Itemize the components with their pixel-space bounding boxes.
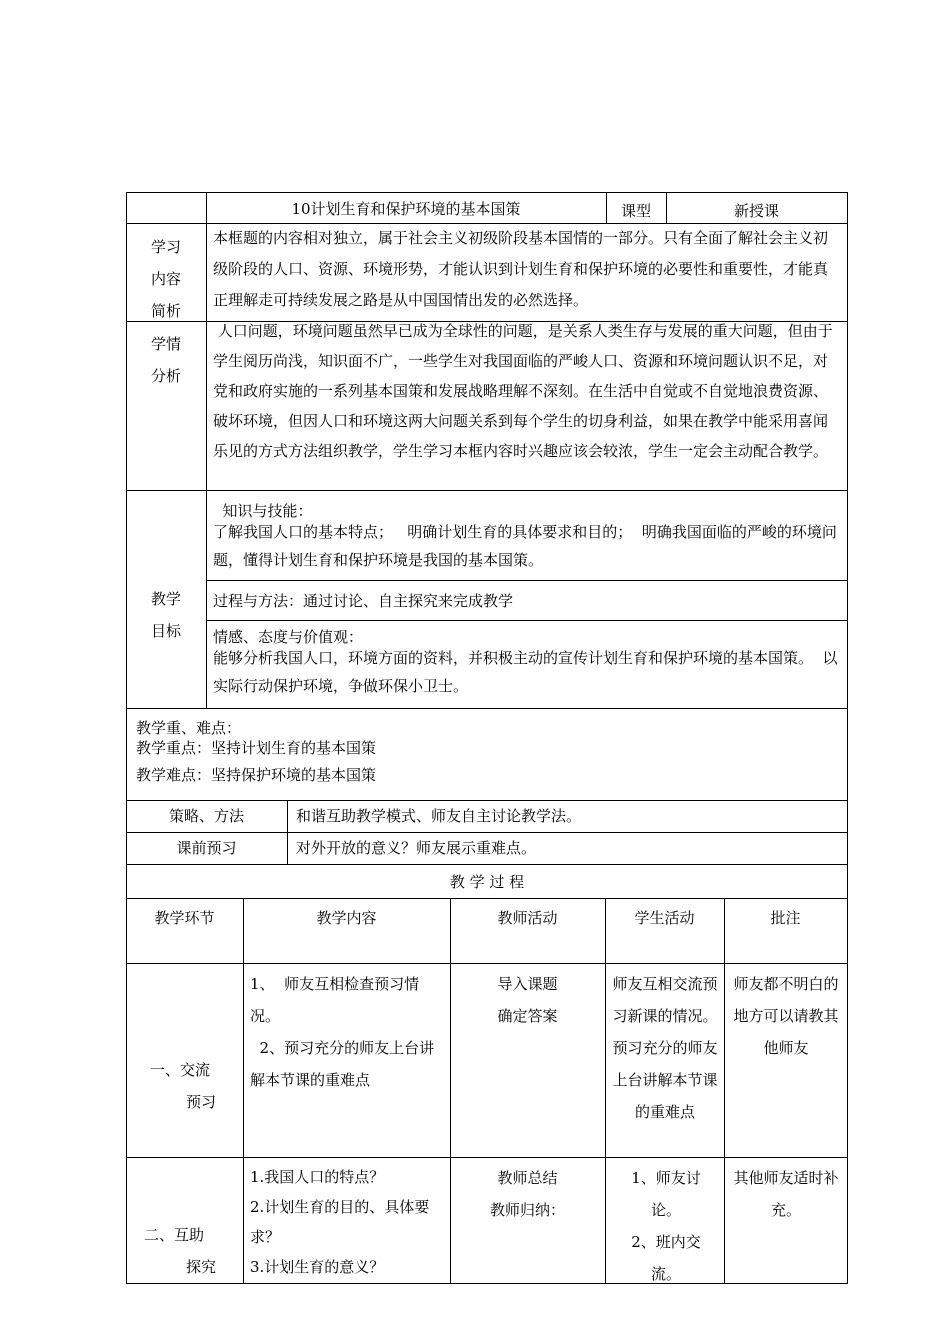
student-item: 1、师友讨论。 bbox=[631, 1169, 701, 1219]
label-line: 教学 bbox=[150, 590, 181, 608]
teacher-item: 导入课题 bbox=[497, 975, 558, 993]
label-line: 简析 bbox=[150, 302, 181, 320]
header-teacher: 教师活动 bbox=[497, 909, 558, 927]
content-analysis-label bbox=[126, 231, 206, 327]
border bbox=[847, 192, 848, 1284]
border bbox=[126, 708, 848, 709]
border bbox=[126, 1283, 848, 1284]
knowledge-title: 知识与技能： bbox=[213, 502, 313, 520]
stage-line: 一、交流 bbox=[150, 1061, 211, 1079]
border bbox=[126, 192, 848, 193]
key-points-heading: 教学重、难点： bbox=[136, 719, 242, 737]
stage-line: 预习 bbox=[186, 1093, 217, 1111]
border bbox=[287, 800, 288, 865]
teacher-item: 教师归纳： bbox=[489, 1201, 565, 1219]
border bbox=[126, 864, 848, 865]
goals-label bbox=[126, 583, 206, 647]
lesson-type-value: 新授课 bbox=[733, 202, 779, 220]
student-cell bbox=[611, 968, 719, 1128]
process-method: 过程与方法：通过讨论、自主探究来完成教学 bbox=[213, 592, 514, 610]
note-cell: 其他师友适时补充。 bbox=[733, 1169, 839, 1219]
border bbox=[126, 1157, 848, 1158]
key-point: 教学重点：坚持计划生育的基本国策 bbox=[136, 739, 377, 757]
emotion-text: 能够分析我国人口，环境方面的资料，并积极主动的宣传计划生育和保护环境的基本国策。 以实际行动保护环境，争做环保小卫士。 bbox=[213, 649, 838, 695]
preview-label: 课前预习 bbox=[176, 839, 237, 857]
student-item: 师友互相交流预习新课的情况。 bbox=[612, 975, 718, 1025]
lesson-title: 10计划生育和保护环境的基本国策 bbox=[291, 200, 521, 218]
border bbox=[206, 192, 207, 709]
content-analysis-text: 本框题的内容相对独立，属于社会主义初级阶段基本国情的一部分。只有全面了解社会主义初级阶段的人口、资源、环境形势，才能认识到计划生育和保护环境的必要性和重要性，才能真正理解走可持续发展之路是从中国国情出发的必然选择。 bbox=[213, 229, 829, 309]
label-line: 分析 bbox=[150, 367, 181, 385]
stage-line: 二、互助 bbox=[144, 1226, 205, 1244]
header-stage: 教学环节 bbox=[154, 909, 215, 927]
content-cell bbox=[250, 1162, 445, 1282]
border bbox=[605, 898, 606, 1284]
difficult-point: 教学难点：坚持保护环境的基本国策 bbox=[136, 766, 377, 784]
knowledge-text: 了解我国人口的基本特点； 明确计划生育的具体要求和目的； 明确我国面临的严峻的环境问题，懂得计划生育和保护环境是我国的基本国策。 bbox=[213, 523, 837, 569]
student-cell bbox=[622, 1162, 710, 1290]
student-analysis-text: 人口问题，环境问题虽然早已成为全球性的问题，是关系人类生存与发展的重大问题，但由于学生阅历尚浅，知识面不广，一些学生对我国面临的严峻人口、资源和环境问题认识不足，对党和政府实施的一系列基本国策和发展战略理解不深刻。在生活中自觉或不自觉地浪费资源、破坏环境，但因人口和环境这两大问题关系到每个学生的切身利益，如果在教学中能采用喜闻乐见的方式方法组织教学，学生学习本框内容时兴趣应该会较浓，学生一定会主动配合教学。 bbox=[213, 322, 833, 460]
border bbox=[724, 898, 725, 1284]
process-title: 教 学 过 程 bbox=[449, 873, 525, 891]
preview-value: 对外开放的意义？师友展示重难点。 bbox=[296, 839, 537, 857]
teacher-item: 确定答案 bbox=[497, 1007, 558, 1025]
student-analysis-label bbox=[126, 328, 206, 392]
stage-line: 探究 bbox=[186, 1258, 217, 1276]
content-item: 1.我国人口的特点？ bbox=[250, 1168, 385, 1186]
label-line: 学习 bbox=[150, 238, 181, 256]
teacher-item: 教师总结 bbox=[497, 1169, 558, 1187]
emotion-title: 情感、态度与价值观： bbox=[213, 628, 364, 646]
strategy-label: 策略、方法 bbox=[168, 807, 244, 825]
content-item: 2、预习充分的师友上台讲解本节课的重难点 bbox=[250, 1039, 435, 1089]
border bbox=[126, 898, 848, 899]
stage-cell bbox=[126, 1054, 243, 1118]
header-note: 批注 bbox=[770, 909, 801, 927]
border bbox=[126, 963, 848, 964]
header-student: 学生活动 bbox=[634, 909, 695, 927]
border bbox=[126, 832, 848, 833]
border bbox=[206, 620, 848, 621]
label-line: 内容 bbox=[150, 270, 181, 288]
border bbox=[243, 898, 244, 1284]
strategy-value: 和谐互助教学模式、师友自主讨论教学法。 bbox=[296, 807, 582, 825]
note-cell: 师友都不明白的地方可以请教其他师友 bbox=[733, 975, 839, 1057]
label-line: 学情 bbox=[150, 335, 181, 353]
header-content: 教学内容 bbox=[316, 909, 377, 927]
teacher-cell bbox=[450, 968, 605, 1032]
content-item: 1、 师友互相检查预习情况。 bbox=[250, 975, 420, 1025]
student-item: 2、班内交流。 bbox=[631, 1233, 701, 1283]
border bbox=[450, 898, 451, 1284]
label-line: 目标 bbox=[150, 622, 181, 640]
content-cell bbox=[250, 968, 445, 1096]
content-item: 2.计划生育的目的、具体要求？ bbox=[250, 1198, 430, 1246]
teacher-cell bbox=[450, 1162, 605, 1226]
border bbox=[126, 490, 848, 491]
stage-cell bbox=[126, 1219, 243, 1283]
border bbox=[126, 800, 848, 801]
student-item: 预习充分的师友上台讲解本节课的重难点 bbox=[612, 1039, 718, 1121]
content-item: 3.计划生育的意义？ bbox=[250, 1258, 385, 1276]
border bbox=[206, 580, 848, 581]
lesson-type-label: 课型 bbox=[620, 202, 651, 220]
